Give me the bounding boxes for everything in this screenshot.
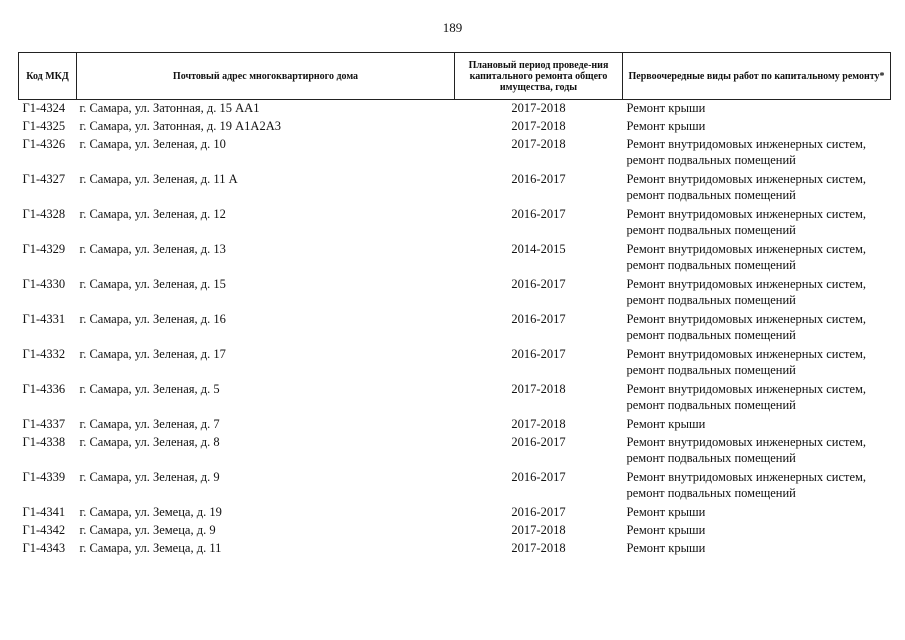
works-line: Ремонт внутридомовых инженерных систем,	[626, 172, 867, 186]
cell-works	[623, 434, 891, 469]
cell-address: г. Самара, ул. Зеленая, д. 7	[79, 417, 220, 431]
cell-address: г. Самара, ул. Зеленая, д. 11 А	[79, 172, 238, 186]
table-header	[19, 53, 891, 100]
cell-period: 2016-2017	[511, 312, 566, 326]
cell-works	[623, 381, 891, 416]
cell-code: Г1-4329	[22, 242, 66, 256]
works-line: ремонт подвальных помещений	[626, 293, 796, 307]
cell-code: Г1-4326	[22, 137, 66, 151]
cell-works	[623, 118, 891, 136]
cell-code: Г1-4331	[22, 312, 66, 326]
cell-code: Г1-4339	[22, 470, 66, 484]
works-line: Ремонт внутридомовых инженерных систем,	[626, 242, 867, 256]
cell-period: 2014-2015	[511, 242, 566, 256]
works-line: Ремонт крыши	[626, 119, 706, 133]
works-line: Ремонт внутридомовых инженерных систем,	[626, 137, 867, 151]
cell-code: Г1-4327	[22, 172, 66, 186]
cell-address: г. Самара, ул. Зеленая, д. 13	[79, 242, 226, 256]
header-code: Код МКД	[19, 53, 77, 100]
cell-period: 2017-2018	[511, 101, 566, 115]
cell-code: Г1-4324	[22, 101, 66, 115]
table-row	[19, 434, 891, 469]
cell-code: Г1-4336	[22, 382, 66, 396]
cell-works	[623, 540, 891, 558]
header-address: Почтовый адрес многоквартирного дома	[77, 53, 455, 100]
cell-period: 2017-2018	[511, 382, 566, 396]
table-row	[19, 276, 891, 311]
cell-works	[623, 206, 891, 241]
cell-works	[623, 416, 891, 434]
cell-works	[623, 241, 891, 276]
cell-works	[623, 522, 891, 540]
works-line: Ремонт внутридомовых инженерных систем,	[626, 470, 867, 484]
cell-code: Г1-4328	[22, 207, 66, 221]
works-line: ремонт подвальных помещений	[626, 486, 796, 500]
works-line: ремонт подвальных помещений	[626, 398, 796, 412]
cell-address: г. Самара, ул. Зеленая, д. 16	[79, 312, 226, 326]
cell-period: 2016-2017	[511, 207, 566, 221]
cell-address: г. Самара, ул. Зеленая, д. 12	[79, 207, 226, 221]
table-row	[19, 469, 891, 504]
table-row	[19, 504, 891, 522]
table-row	[19, 540, 891, 558]
cell-address: г. Самара, ул. Зеленая, д. 15	[79, 277, 226, 291]
cell-code: Г1-4332	[22, 347, 66, 361]
table-row	[19, 118, 891, 136]
cell-address: г. Самара, ул. Зеленая, д. 5	[79, 382, 220, 396]
cell-code: Г1-4330	[22, 277, 66, 291]
cell-code: Г1-4325	[22, 119, 66, 133]
cell-address: г. Самара, ул. Затонная, д. 19 А1А2А3	[79, 119, 281, 133]
cell-works	[623, 100, 891, 119]
works-line: Ремонт крыши	[626, 541, 706, 555]
cell-code: Г1-4338	[22, 435, 66, 449]
works-line: ремонт подвальных помещений	[626, 188, 796, 202]
works-line: ремонт подвальных помещений	[626, 363, 796, 377]
cell-code: Г1-4343	[22, 541, 66, 555]
table-header-row	[19, 53, 891, 100]
table-row	[19, 206, 891, 241]
cell-period: 2016-2017	[511, 277, 566, 291]
table-row	[19, 100, 891, 119]
cell-address: г. Самара, ул. Земеца, д. 9	[79, 523, 216, 537]
works-line: Ремонт внутридомовых инженерных систем,	[626, 207, 867, 221]
cell-period: 2016-2017	[511, 347, 566, 361]
cell-period: 2017-2018	[511, 417, 566, 431]
table-row	[19, 171, 891, 206]
header-period: Плановый период проведе-ния капитального ремонта общего имущества, годы	[455, 53, 623, 100]
works-line: ремонт подвальных помещений	[626, 223, 796, 237]
works-line: Ремонт крыши	[626, 101, 706, 115]
cell-period: 2017-2018	[511, 119, 566, 133]
works-line: Ремонт внутридомовых инженерных систем,	[626, 435, 867, 449]
cell-works	[623, 504, 891, 522]
works-line: Ремонт внутридомовых инженерных систем,	[626, 312, 867, 326]
cell-period: 2017-2018	[511, 137, 566, 151]
cell-works	[623, 171, 891, 206]
works-line: Ремонт крыши	[626, 505, 706, 519]
cell-code: Г1-4341	[22, 505, 66, 519]
cell-address: г. Самара, ул. Зеленая, д. 10	[79, 137, 226, 151]
header-works: Первоочередные виды работ по капитальному ремонту*	[623, 53, 891, 100]
table-row	[19, 381, 891, 416]
cell-period: 2017-2018	[511, 541, 566, 555]
table-row	[19, 311, 891, 346]
cell-code: Г1-4342	[22, 523, 66, 537]
cell-address: г. Самара, ул. Зеленая, д. 17	[79, 347, 226, 361]
cell-period: 2016-2017	[511, 172, 566, 186]
works-line: ремонт подвальных помещений	[626, 153, 796, 167]
works-line: Ремонт крыши	[626, 417, 706, 431]
cell-address: г. Самара, ул. Зеленая, д. 8	[79, 435, 220, 449]
repair-schedule-table-container	[18, 52, 890, 558]
table-body	[19, 100, 891, 559]
cell-address: г. Самара, ул. Затонная, д. 15 АА1	[79, 101, 260, 115]
works-line: Ремонт крыши	[626, 523, 706, 537]
table-row	[19, 416, 891, 434]
works-line: Ремонт внутридомовых инженерных систем,	[626, 382, 867, 396]
cell-period: 2016-2017	[511, 505, 566, 519]
repair-schedule-table	[18, 52, 891, 558]
works-line: ремонт подвальных помещений	[626, 258, 796, 272]
cell-code: Г1-4337	[22, 417, 66, 431]
cell-address: г. Самара, ул. Земеца, д. 11	[79, 541, 222, 555]
cell-period: 2016-2017	[511, 470, 566, 484]
table-row	[19, 136, 891, 171]
works-line: ремонт подвальных помещений	[626, 328, 796, 342]
cell-address: г. Самара, ул. Зеленая, д. 9	[79, 470, 220, 484]
cell-works	[623, 276, 891, 311]
cell-works	[623, 311, 891, 346]
cell-works	[623, 346, 891, 381]
works-line: Ремонт внутридомовых инженерных систем,	[626, 277, 867, 291]
page-number: 189	[442, 20, 463, 35]
works-line: Ремонт внутридомовых инженерных систем,	[626, 347, 867, 361]
cell-period: 2017-2018	[511, 523, 566, 537]
cell-works	[623, 469, 891, 504]
works-line: ремонт подвальных помещений	[626, 451, 796, 465]
cell-address: г. Самара, ул. Земеца, д. 19	[79, 505, 222, 519]
cell-period: 2016-2017	[511, 435, 566, 449]
cell-works	[623, 136, 891, 171]
table-row	[19, 522, 891, 540]
table-row	[19, 346, 891, 381]
table-row	[19, 241, 891, 276]
